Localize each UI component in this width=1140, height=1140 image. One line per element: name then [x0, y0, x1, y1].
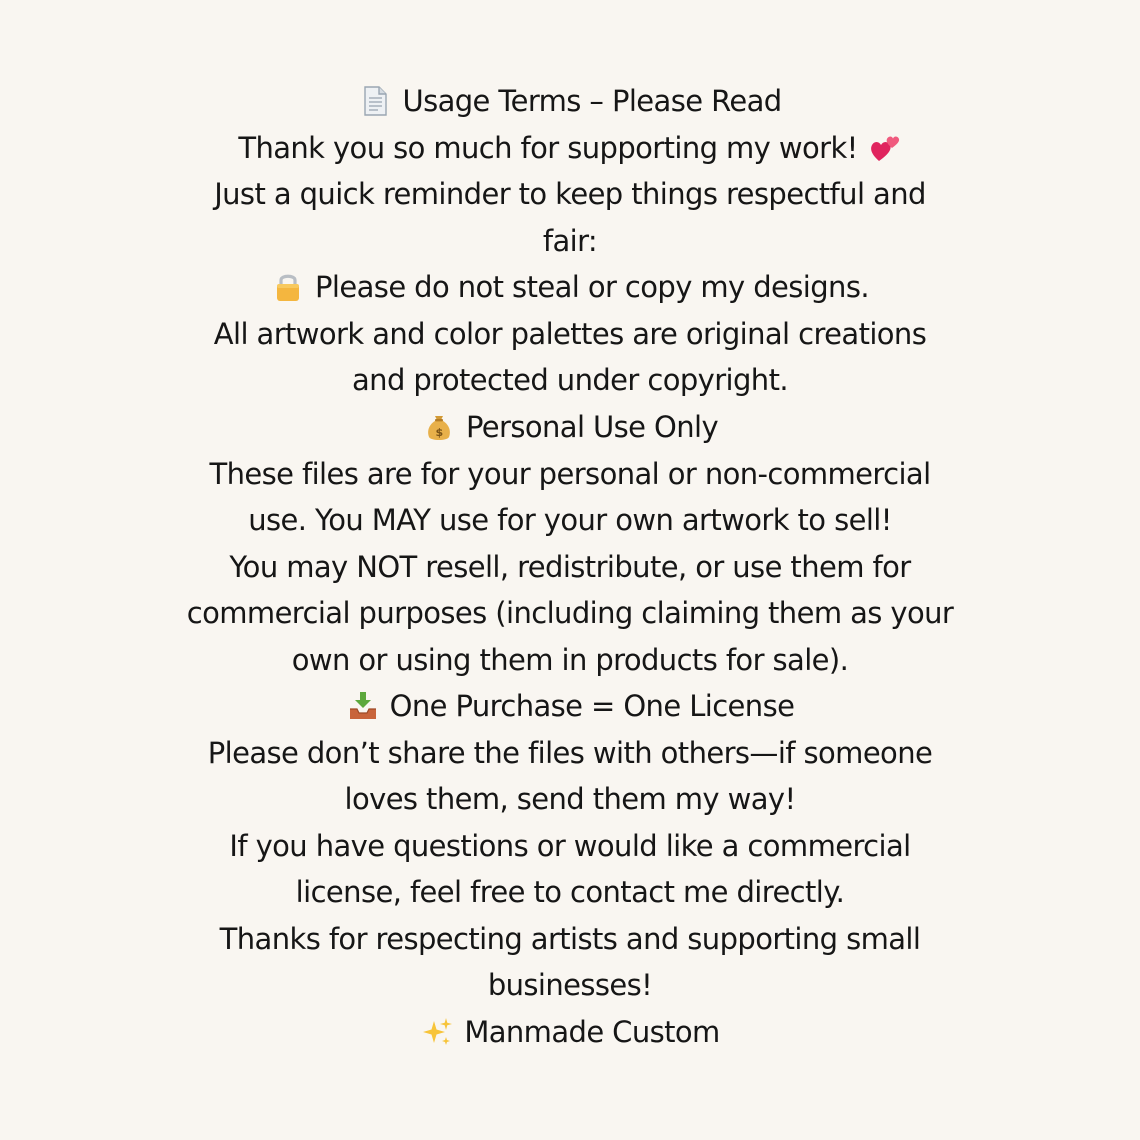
- closing-line-2: businesses!: [487, 968, 653, 1002]
- heading-text: Usage Terms – Please Read: [402, 84, 782, 118]
- signature-text: Manmade Custom: [464, 1015, 720, 1049]
- personal-use-title: Personal Use Only: [465, 410, 719, 444]
- two-hearts-icon: [868, 131, 902, 165]
- heading-line: [0, 78, 1140, 124]
- personal-use-line-3: You may NOT resell, redistribute, or use them for: [229, 550, 911, 584]
- svg-text:$: $: [435, 426, 443, 439]
- no-copy-line-2: and protected under copyright.: [352, 363, 788, 397]
- license-line-2: loves them, send them my way!: [344, 782, 796, 816]
- lock-icon: [271, 270, 305, 304]
- reminder-line-1: Just a quick reminder to keep things respectful and: [214, 177, 926, 211]
- license-title: One Purchase = One License: [389, 689, 795, 723]
- page-facing-up-icon: [358, 84, 392, 118]
- contact-line-1: If you have questions or would like a commercial: [229, 829, 911, 863]
- reminder-line-2: fair:: [542, 224, 598, 258]
- personal-use-line-4: commercial purposes (including claiming them as your: [186, 596, 954, 630]
- personal-use-line-5: own or using them in products for sale).: [291, 643, 849, 677]
- closing-line-1: Thanks for respecting artists and supporting small: [219, 922, 921, 956]
- license-title-line: [0, 683, 1140, 729]
- thanks-line: [0, 125, 1140, 171]
- license-line-1: Please don’t share the files with others—if someone: [207, 736, 933, 770]
- personal-use-line-1: These files are for your personal or non-commercial: [209, 457, 931, 491]
- no-copy-title: Please do not steal or copy my designs.: [315, 270, 869, 304]
- no-copy-title-line: [0, 264, 1140, 310]
- no-copy-line-1: All artwork and color palettes are original creations: [213, 317, 927, 351]
- money-bag-icon: [422, 410, 456, 444]
- thanks-text: Thank you so much for supporting my work!: [238, 131, 858, 165]
- contact-line-2: license, feel free to contact me directly.: [295, 875, 845, 909]
- signature-line: [0, 1009, 1140, 1055]
- personal-use-title-line: [0, 404, 1140, 450]
- sparkles-icon: [420, 1015, 454, 1049]
- inbox-tray-icon: [346, 689, 380, 723]
- personal-use-line-2: use. You MAY use for your own artwork to sell!: [248, 503, 892, 537]
